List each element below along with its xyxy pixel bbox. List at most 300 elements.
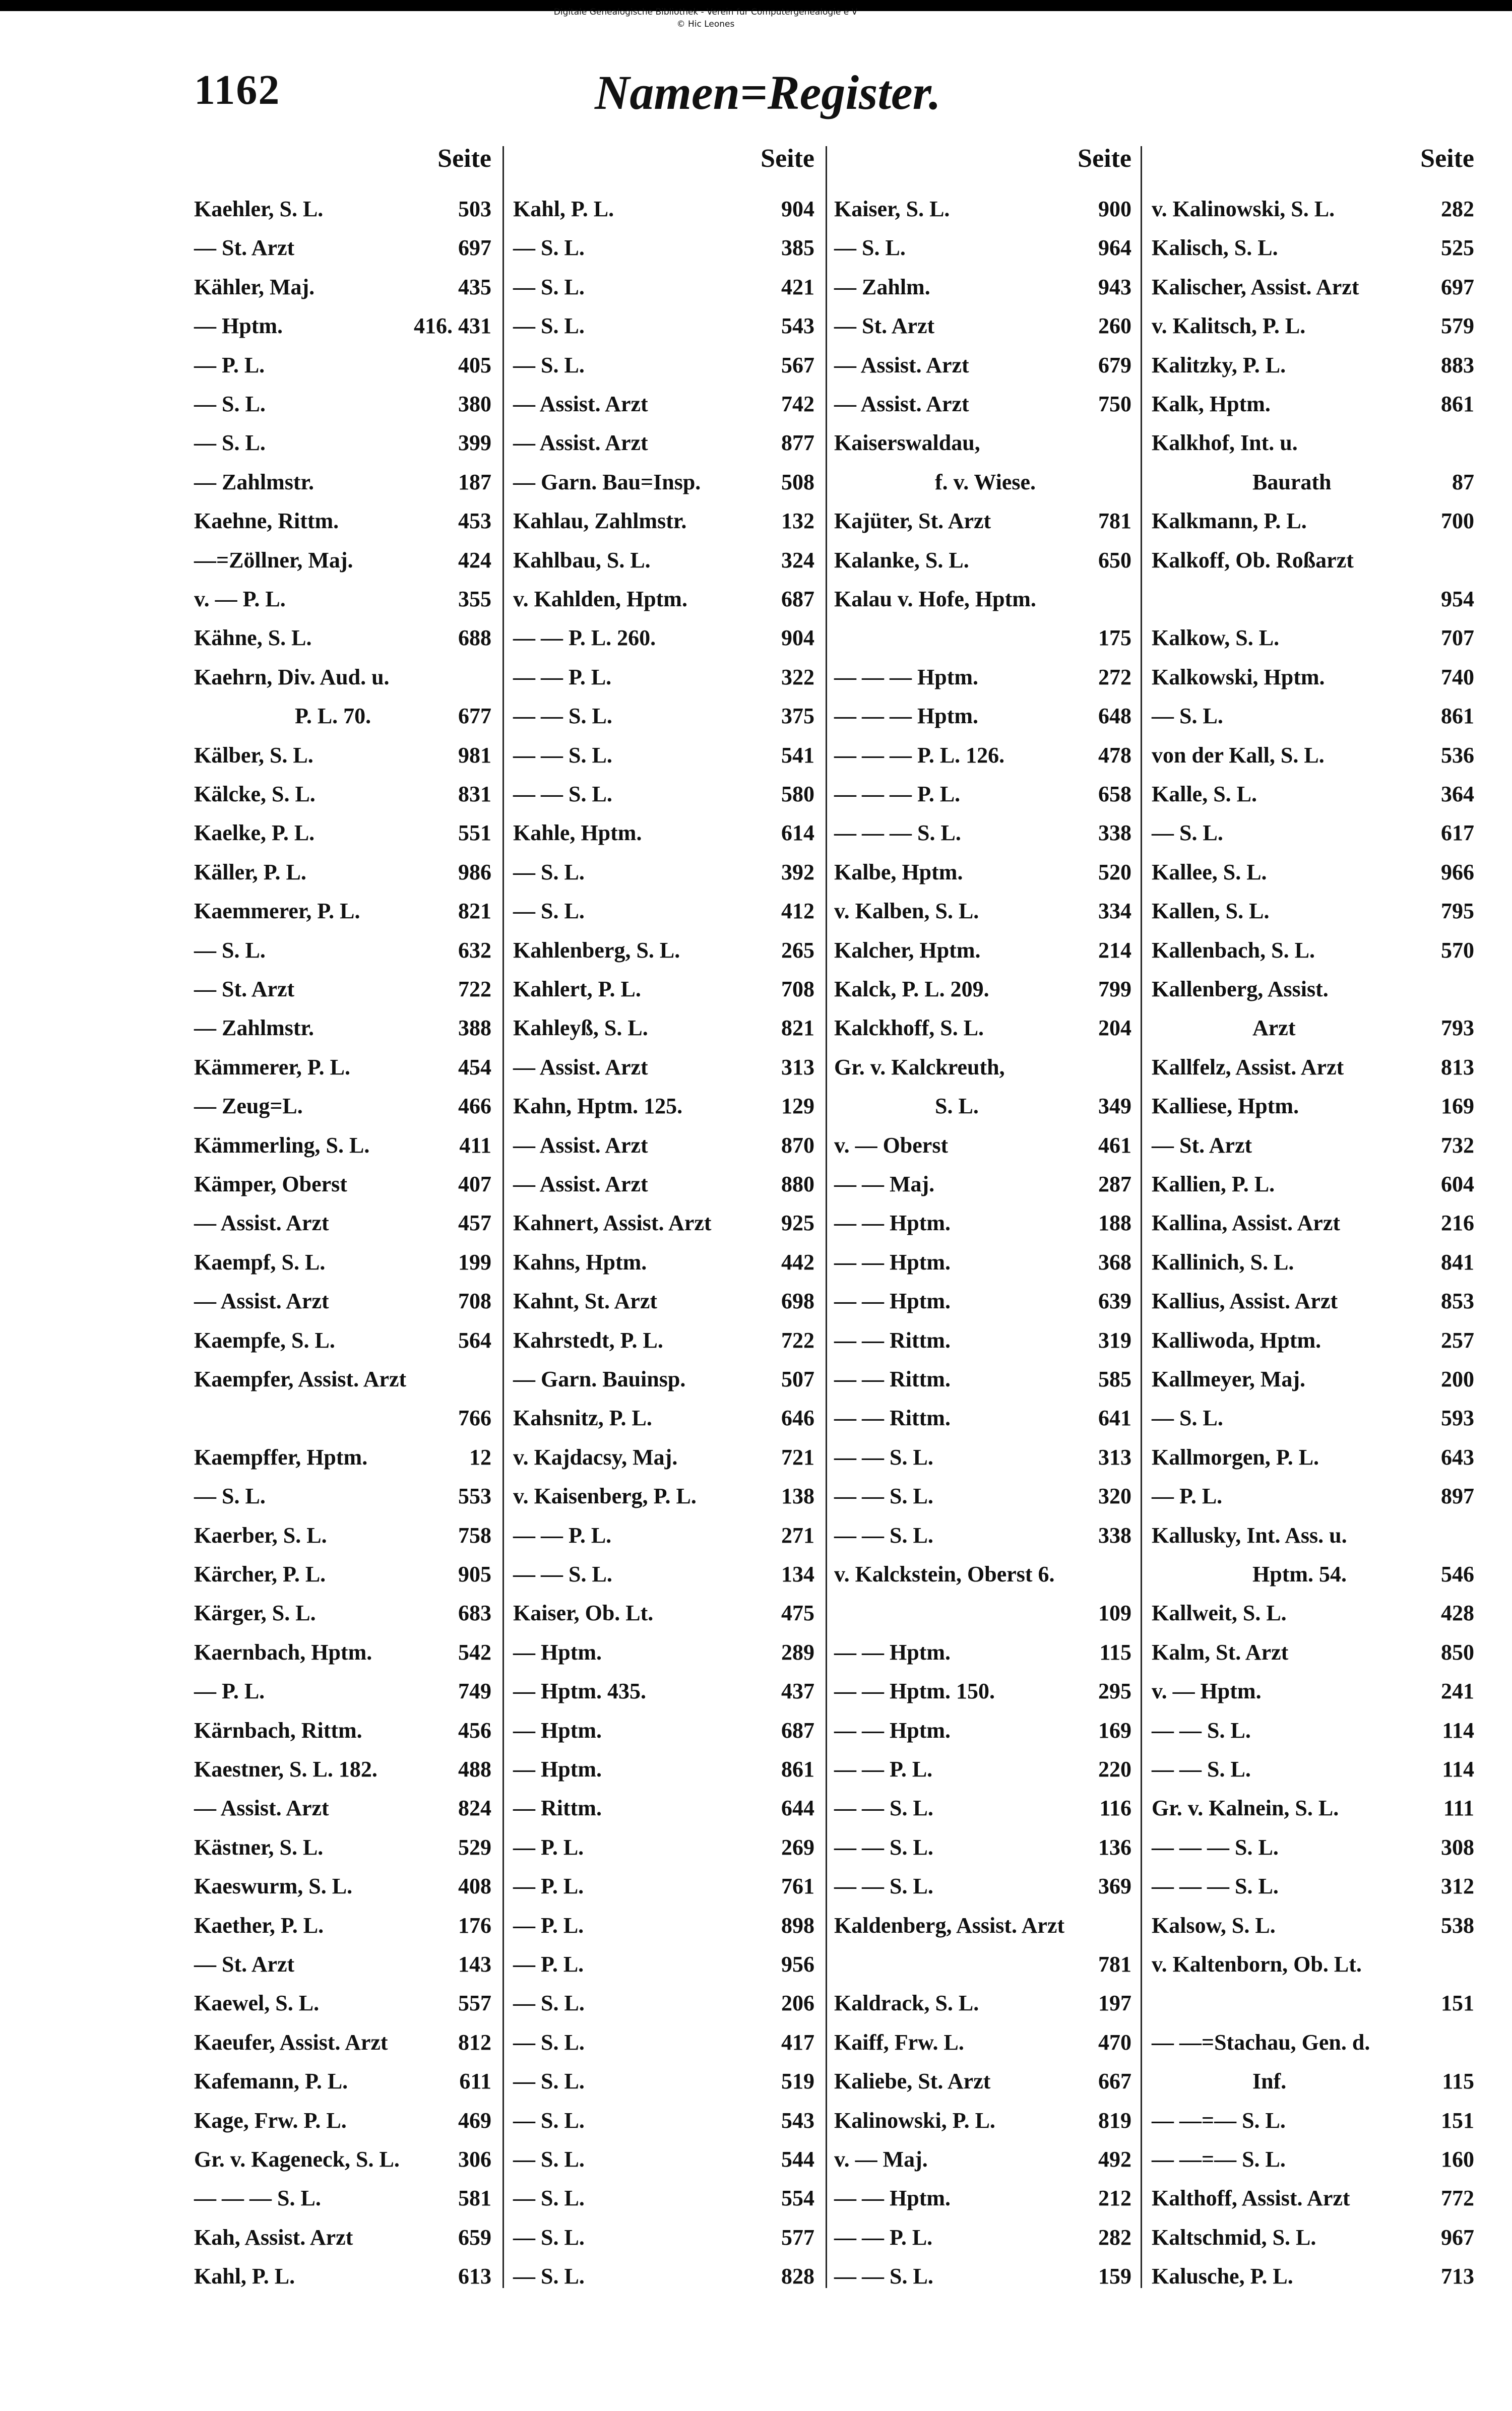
index-entry [834, 1403, 1131, 1442]
entry-name: — —=— S. L. [1152, 2108, 1286, 2133]
index-entry [194, 974, 491, 1013]
index-entry [1152, 1559, 1474, 1598]
index-entry [513, 1013, 814, 1052]
entry-name: Kalcher, Hptm. [834, 937, 981, 963]
index-entry [194, 1442, 491, 1481]
index-entry [1152, 1052, 1474, 1091]
entry-name: Kalitzky, P. L. [1152, 352, 1286, 377]
index-entry [1152, 1247, 1474, 1286]
entry-name: — S. L. [513, 2029, 585, 2055]
index-entry [513, 974, 814, 1013]
entry-name: — — — S. L. [194, 2186, 321, 2211]
entry-page: 750 [1098, 392, 1131, 416]
index-entry [513, 1793, 814, 1832]
entry-name: — Rittm. [513, 1796, 602, 1821]
entry-name: — St. Arzt [194, 977, 295, 1001]
entry-name: Kahleyß, S. L. [513, 1016, 648, 1041]
entry-name: — P. L. [513, 1913, 584, 1938]
entry-page: 475 [781, 1601, 814, 1626]
entry-name: Kalanke, S. L. [834, 547, 969, 573]
index-entry [1152, 1442, 1474, 1481]
entry-name: — S. L. [513, 2147, 585, 2172]
index-entry [834, 1130, 1131, 1169]
index-entry [513, 1403, 814, 1442]
entry-name: v. Kahlden, Hptm. [513, 587, 687, 611]
entry-name: — Zeug=L. [194, 1094, 303, 1119]
entry-name: — Assist. Arzt [834, 352, 969, 377]
index-entry [194, 1130, 491, 1169]
index-entry [194, 1598, 491, 1637]
entry-page: 683 [458, 1601, 491, 1626]
entry-name: — — Hptm. [834, 1289, 951, 1314]
index-entry [834, 1481, 1131, 1520]
entry-page: 159 [1098, 2264, 1131, 2289]
entry-name: — — — S. L. [1152, 1874, 1279, 1899]
entry-name: — — S. L. [834, 1874, 933, 1899]
index-entry [194, 1247, 491, 1286]
index-entry [834, 1169, 1131, 1208]
index-entry [194, 623, 491, 662]
entry-page: 520 [1098, 859, 1131, 884]
entry-page: 416. 431 [414, 313, 491, 339]
index-entry [1152, 1832, 1474, 1871]
entry-page: 143 [458, 1952, 491, 1977]
index-entry [834, 662, 1131, 701]
index-entry [513, 1754, 814, 1793]
entry-name: — P. L. [194, 352, 265, 377]
entry-name: Kallusky, Int. Ass. u. [1152, 1522, 1347, 1548]
entry-name: Kahlenberg, S. L. [513, 937, 680, 963]
index-entry [834, 1052, 1131, 1091]
entry-name: — S. L. [513, 274, 585, 299]
index-entry [834, 1325, 1131, 1364]
index-entry [513, 1481, 814, 1520]
index-entry [513, 233, 814, 272]
entry-page: 188 [1098, 1211, 1131, 1236]
entry-name: — — S. L. [834, 1522, 933, 1548]
entry-page: 580 [781, 782, 814, 806]
index-entry [1152, 779, 1474, 818]
entry-name: Kalthoff, Assist. Arzt [1152, 2186, 1350, 2211]
index-entry [194, 233, 491, 272]
entry-name: — S. L. [194, 1484, 266, 1509]
entry-page: 585 [1098, 1367, 1131, 1391]
index-entry [194, 1676, 491, 1715]
entry-name: Kallee, S. L. [1152, 859, 1267, 884]
entry-page: 964 [1098, 235, 1131, 261]
entry-page: 721 [781, 1444, 814, 1470]
entry-page: 204 [1098, 1016, 1131, 1041]
index-entry [1152, 545, 1474, 584]
entry-page: 272 [1098, 664, 1131, 689]
entry-name: Kallinich, S. L. [1152, 1249, 1294, 1275]
index-entry [513, 1247, 814, 1286]
index-entry [834, 2223, 1131, 2261]
entry-name: — Zahlm. [834, 274, 930, 299]
entry-name: — Assist. Arzt [513, 1132, 648, 1158]
entry-page: 956 [781, 1952, 814, 1977]
entry-page: 639 [1098, 1289, 1131, 1314]
entry-name: — — S. L. [834, 1796, 933, 1821]
index-entry [513, 1676, 814, 1715]
entry-name: Kallweit, S. L. [1152, 1601, 1287, 1626]
index-entry [1152, 2106, 1474, 2144]
index-entry [834, 545, 1131, 584]
entry-name: — P. L. [194, 1679, 265, 1704]
index-entry [1152, 974, 1474, 1013]
entry-name: P. L. 70. [295, 704, 371, 729]
entry-name: — S. L. [834, 235, 906, 261]
entry-page: 313 [1098, 1444, 1131, 1470]
index-entry [834, 1091, 1131, 1130]
entry-name: Kähler, Maj. [194, 274, 315, 299]
index-entry [194, 467, 491, 506]
entry-name: Kaempf, S. L. [194, 1249, 326, 1275]
entry-page: 905 [458, 1562, 491, 1587]
entry-name: — P. L. [513, 1952, 584, 1977]
index-entry [834, 857, 1131, 896]
entry-name: — S. L. [194, 392, 266, 416]
index-entry [1152, 350, 1474, 389]
entry-name: — — S. L. [834, 2264, 933, 2289]
entry-name: — — Hptm. 150. [834, 1679, 995, 1704]
entry-page: 176 [458, 1913, 491, 1938]
entry-name: — St. Arzt [194, 235, 295, 261]
index-entry [834, 2261, 1131, 2300]
entry-name: Kallmeyer, Maj. [1152, 1367, 1306, 1391]
entry-name: — — S. L. [513, 742, 612, 768]
index-entry [194, 1911, 491, 1949]
entry-name: Kaeswurm, S. L. [194, 1874, 353, 1899]
entry-page: 904 [781, 625, 814, 651]
entry-page: 543 [781, 313, 814, 339]
entry-name: Hptm. 54. [1252, 1562, 1347, 1587]
entry-name: — — S. L. [1152, 1718, 1251, 1743]
entry-page: 417 [781, 2029, 814, 2055]
entry-page: 282 [1098, 2225, 1131, 2250]
entry-page: 375 [781, 704, 814, 729]
entry-name: — — — Hptm. [834, 664, 978, 689]
index-entry [834, 1247, 1131, 1286]
entry-page: 114 [1442, 1757, 1474, 1782]
index-entry [194, 2066, 491, 2105]
entry-name: Kaldenberg, Assist. Arzt [834, 1913, 1065, 1938]
entry-name: — Hptm. [513, 1757, 602, 1782]
entry-page: 466 [458, 1094, 491, 1119]
entry-name: Kaehler, S. L. [194, 197, 324, 221]
entry-page: 220 [1098, 1757, 1131, 1782]
entry-name: von der Kall, S. L. [1152, 742, 1325, 768]
entry-page: 461 [1098, 1132, 1131, 1158]
index-entry [513, 311, 814, 350]
entry-name: — Hptm. [194, 313, 283, 339]
entry-page: 579 [1441, 313, 1474, 339]
index-entry [834, 818, 1131, 857]
entry-page: 708 [781, 977, 814, 1001]
entry-page: 206 [781, 1991, 814, 2016]
index-entry [834, 974, 1131, 1013]
index-entry [834, 584, 1131, 623]
entry-page: 679 [1098, 352, 1131, 377]
entry-name: Kaempffer, Hptm. [194, 1444, 368, 1470]
index-entry [513, 1130, 814, 1169]
entry-name: Kalkmann, P. L. [1152, 509, 1307, 534]
entry-page: 543 [781, 2108, 814, 2133]
entry-page: 713 [1441, 2264, 1474, 2289]
index-entry [834, 935, 1131, 974]
entry-page: 861 [1441, 704, 1474, 729]
entry-name: v. Kalben, S. L. [834, 899, 979, 924]
entry-page: 525 [1441, 235, 1474, 261]
entry-name: Kaiser, Ob. Lt. [513, 1601, 654, 1626]
entry-name: Kärger, S. L. [194, 1601, 316, 1626]
index-entry [1152, 1637, 1474, 1676]
entry-name: — Assist. Arzt [513, 1054, 648, 1080]
entry-page: 577 [781, 2225, 814, 2250]
index-entry [834, 1871, 1131, 1910]
index-entry [834, 350, 1131, 389]
entry-page: 478 [1098, 742, 1131, 768]
entry-page: 697 [1441, 274, 1474, 299]
index-entry [194, 1754, 491, 1793]
index-entry [1152, 1793, 1474, 1832]
entry-name: Kahrstedt, P. L. [513, 1327, 663, 1353]
index-entry [834, 1716, 1131, 1754]
entry-name: — S. L. [513, 1991, 585, 2016]
index-entry [834, 779, 1131, 818]
index-entry [1152, 818, 1474, 857]
entry-name: — S. L. [513, 2069, 585, 2094]
entry-name: — P. L. [513, 1874, 584, 1899]
entry-page: 700 [1441, 509, 1474, 534]
entry-name: v. — Hptm. [1152, 1679, 1262, 1704]
entry-name: Kalkhof, Int. u. [1152, 430, 1298, 456]
index-entry [194, 1559, 491, 1598]
entry-name: Kahsnitz, P. L. [513, 1406, 652, 1431]
entry-name: Kaestner, S. L. 182. [194, 1757, 377, 1782]
entry-page: 850 [1441, 1639, 1474, 1665]
entry-name: — — — S. L. [834, 820, 961, 846]
entry-page: 503 [458, 197, 491, 221]
entry-page: 853 [1441, 1289, 1474, 1314]
index-entry [194, 701, 491, 740]
index-entry [1152, 1481, 1474, 1520]
entry-name: v. — Oberst [834, 1132, 949, 1158]
entry-page: 312 [1441, 1874, 1474, 1899]
index-entry [513, 1169, 814, 1208]
index-entry [513, 1052, 814, 1091]
entry-page: 821 [781, 1016, 814, 1041]
entry-name: — — Hptm. [834, 1639, 951, 1665]
entry-page: 320 [1098, 1484, 1131, 1509]
index-entry [834, 896, 1131, 935]
entry-page: 109 [1098, 1601, 1131, 1626]
index-entry [1152, 506, 1474, 545]
index-entry [1152, 1676, 1474, 1715]
index-entry [1152, 1169, 1474, 1208]
entry-page: 870 [781, 1132, 814, 1158]
entry-name: v. Kalckstein, Oberst 6. [834, 1562, 1055, 1587]
entry-name: Kämper, Oberst [194, 1172, 347, 1196]
index-entry [834, 1208, 1131, 1247]
entry-page: 831 [458, 782, 491, 806]
entry-name: — — Hptm. [834, 2186, 951, 2211]
entry-page: 925 [781, 1211, 814, 1236]
entry-page: 740 [1441, 664, 1474, 689]
index-entry [513, 2066, 814, 2105]
entry-name: — — Hptm. [834, 1718, 951, 1743]
entry-page: 385 [781, 235, 814, 261]
index-entry [194, 662, 491, 701]
digitization-credit: Digitale Genealogische Bibliothek - Verein fur Computergenealogie e V [553, 7, 858, 17]
index-entry [513, 1637, 814, 1676]
index-entry [194, 1286, 491, 1325]
index-entry [194, 1949, 491, 1988]
entry-name: Kalkowski, Hptm. [1152, 664, 1325, 689]
entry-name: Kämmerling, S. L. [194, 1132, 370, 1158]
entry-name: v. — P. L. [194, 587, 286, 611]
entry-name: — S. L. [513, 899, 585, 924]
index-entry [194, 311, 491, 350]
entry-page: 132 [781, 509, 814, 534]
entry-name: Kalk, Hptm. [1152, 392, 1271, 416]
entry-name: Kaiserswaldau, [834, 430, 980, 456]
entry-name: Kalisch, S. L. [1152, 235, 1278, 261]
entry-name: — — Rittm. [834, 1367, 951, 1391]
entry-page: 136 [1098, 1834, 1131, 1860]
entry-page: 437 [781, 1679, 814, 1704]
entry-page: 424 [458, 547, 491, 573]
entry-name: — S. L. [513, 2108, 585, 2133]
entry-page: 175 [1098, 625, 1131, 651]
entry-page: 658 [1098, 782, 1131, 806]
entry-name: Kalck, P. L. 209. [834, 977, 989, 1001]
entry-name: Kälber, S. L. [194, 742, 313, 768]
entry-name: Kaliebe, St. Arzt [834, 2069, 991, 2094]
entry-name: Kalischer, Assist. Arzt [1152, 274, 1359, 299]
entry-page: 758 [458, 1522, 491, 1548]
entry-name: — — — S. L. [1152, 1834, 1279, 1860]
entry-page: 200 [1441, 1367, 1474, 1391]
entry-page: 421 [781, 274, 814, 299]
entry-name: v. Kaisenberg, P. L. [513, 1484, 697, 1509]
entry-page: 581 [458, 2186, 491, 2211]
index-entry [194, 350, 491, 389]
index-entry [1152, 428, 1474, 467]
page-number: 1162 [194, 67, 281, 113]
entry-page: 260 [1098, 313, 1131, 339]
index-entry [194, 1364, 491, 1403]
entry-page: 544 [781, 2147, 814, 2172]
entry-name: Inf. [1252, 2069, 1287, 2094]
entry-page: 551 [458, 820, 491, 846]
entry-name: — Hptm. 435. [513, 1679, 646, 1704]
index-entry [834, 2183, 1131, 2222]
entry-page: 570 [1441, 937, 1474, 963]
entry-name: Kalsow, S. L. [1152, 1913, 1276, 1938]
index-entry [834, 1364, 1131, 1403]
index-entry [513, 662, 814, 701]
entry-name: — — S. L. [834, 1444, 933, 1470]
entry-page: 646 [781, 1406, 814, 1431]
index-entry [1152, 1520, 1474, 1559]
entry-page: 216 [1441, 1211, 1474, 1236]
entry-name: — — — Hptm. [834, 704, 978, 729]
entry-name: — S. L. [513, 352, 585, 377]
entry-name: Kahnert, Assist. Arzt [513, 1211, 712, 1236]
index-entry [513, 1208, 814, 1247]
entry-name: — — S. L. [1152, 1757, 1251, 1782]
entry-name: Kallfelz, Assist. Arzt [1152, 1054, 1344, 1080]
index-entry [513, 194, 814, 233]
index-entry [513, 779, 814, 818]
entry-name: Kaernbach, Hptm. [194, 1639, 372, 1665]
index-entry [1152, 2261, 1474, 2300]
entry-page: 898 [781, 1913, 814, 1938]
index-entry [834, 1286, 1131, 1325]
entry-page: 169 [1098, 1718, 1131, 1743]
entry-page: 114 [1442, 1718, 1474, 1743]
index-entry [834, 623, 1131, 662]
index-entry [1152, 1949, 1474, 1988]
index-entry [1152, 311, 1474, 350]
entry-page: 538 [1441, 1913, 1474, 1938]
index-entry [513, 818, 814, 857]
entry-name: v. Kaltenborn, Ob. Lt. [1152, 1952, 1362, 1977]
index-entry [194, 935, 491, 974]
index-entry [194, 1325, 491, 1364]
index-entry [834, 428, 1131, 467]
entry-page: 828 [781, 2264, 814, 2289]
entry-page: 641 [1098, 1406, 1131, 1431]
index-entry [834, 2027, 1131, 2066]
index-entry [194, 857, 491, 896]
index-entry [1152, 467, 1474, 506]
entry-page: 214 [1098, 937, 1131, 963]
index-entry [513, 2183, 814, 2222]
entry-name: v. Kalitsch, P. L. [1152, 313, 1306, 339]
entry-name: Kalusche, P. L. [1152, 2264, 1293, 2289]
entry-name: — — Hptm. [834, 1249, 951, 1275]
entry-name: Kahns, Hptm. [513, 1249, 647, 1275]
index-entry [1152, 584, 1474, 623]
entry-page: 399 [458, 430, 491, 456]
index-entry [1152, 1403, 1474, 1442]
entry-name: Kallius, Assist. Arzt [1152, 1289, 1338, 1314]
entry-page: 861 [781, 1757, 814, 1782]
entry-page: 380 [458, 392, 491, 416]
entry-page: 160 [1441, 2147, 1474, 2172]
entry-name: v. — Maj. [834, 2147, 928, 2172]
entry-name: Kaemmerer, P. L. [194, 899, 360, 924]
entry-page: 87 [1452, 469, 1474, 494]
index-entry [194, 2183, 491, 2222]
entry-page: 324 [781, 547, 814, 573]
index-entry [834, 1013, 1131, 1052]
index-entry [834, 1911, 1131, 1949]
entry-name: — S. L. [513, 235, 585, 261]
entry-page: 456 [458, 1718, 491, 1743]
entry-name: Kaerber, S. L. [194, 1522, 327, 1548]
entry-name: Kahlert, P. L. [513, 977, 641, 1001]
entry-page: 900 [1098, 197, 1131, 221]
entry-page: 197 [1098, 1991, 1131, 2016]
entry-name: — P. L. [513, 1834, 584, 1860]
entry-page: 819 [1098, 2108, 1131, 2133]
entry-name: Kage, Frw. P. L. [194, 2108, 347, 2133]
index-entry [513, 1559, 814, 1598]
entry-page: 542 [458, 1639, 491, 1665]
